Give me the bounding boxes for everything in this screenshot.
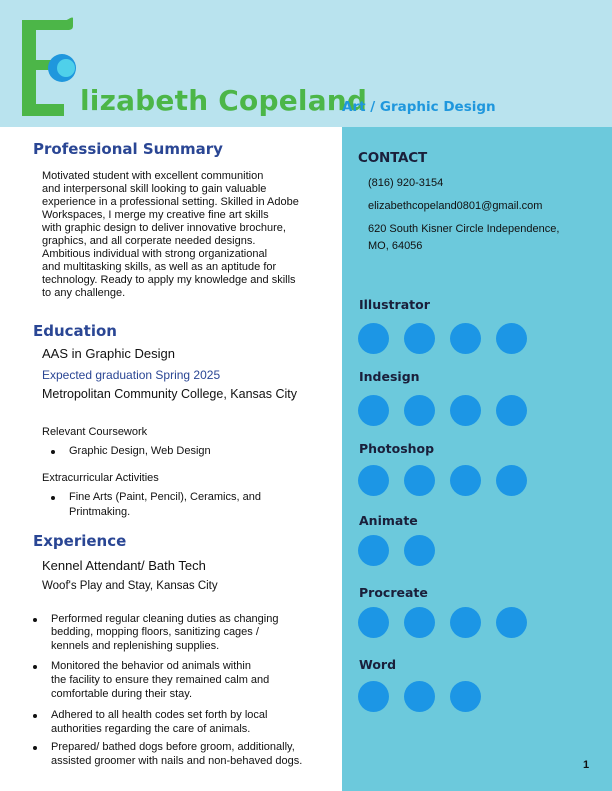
skill-dot	[358, 607, 389, 638]
experience-bullet-cont: assisted groomer with nails and non-behaved dogs.	[51, 755, 303, 767]
skill-dot	[450, 681, 481, 712]
skill-dot	[450, 323, 481, 354]
expected-graduation: Expected graduation Spring 2025	[42, 368, 221, 382]
page-number: 1	[583, 759, 590, 771]
summary-line: experience in a professional setting. Skilled in Adobe	[42, 196, 299, 208]
skill-dot	[496, 395, 527, 426]
activities-item-cont: Printmaking.	[69, 506, 131, 518]
experience-heading: Experience	[33, 532, 127, 550]
skill-dot	[404, 607, 435, 638]
skill-name: Procreate	[359, 585, 428, 600]
experience-bullet: Performed regular cleaning duties as changing	[51, 613, 279, 625]
skill-dot	[358, 323, 389, 354]
skill-dot	[450, 607, 481, 638]
logo-e-icon	[16, 16, 80, 120]
skill-dot	[496, 607, 527, 638]
skill-dot	[404, 395, 435, 426]
summary-line: and multitasking skills, as well as an aptitude for	[42, 261, 277, 273]
experience-bullet-cont: kennels and replenishing supplies.	[51, 640, 220, 652]
education-heading: Education	[33, 322, 117, 340]
skill-dot	[450, 465, 481, 496]
skill-dot	[450, 395, 481, 426]
summary-line: to any challenge.	[42, 287, 126, 299]
skill-name: Indesign	[359, 369, 420, 384]
job-title: Kennel Attendant/ Bath Tech	[42, 558, 206, 573]
skill-dot	[496, 465, 527, 496]
summary-line: with graphic design to deliver innovative brochure,	[42, 222, 286, 234]
summary-line: Workspaces, I merge my creative fine art skills	[42, 209, 269, 221]
skill-name: Animate	[359, 513, 418, 528]
skill-dot	[358, 681, 389, 712]
skill-dot	[404, 323, 435, 354]
summary-line: graphics, and all corperate needed designs.	[42, 235, 256, 247]
skill-name: Illustrator	[359, 297, 430, 312]
activities-label: Extracurricular Activities	[42, 472, 159, 484]
experience-bullet: Adhered to all health codes set forth by local	[51, 709, 268, 721]
candidate-subtitle: Art / Graphic Design	[342, 99, 496, 115]
degree: AAS in Graphic Design	[42, 346, 175, 361]
skill-name: Word	[359, 657, 397, 672]
contact-email: elizabethcopeland0801@gmail.com	[368, 200, 543, 212]
school-name: Metropolitan Community College, Kansas City	[42, 387, 297, 401]
summary-heading: Professional Summary	[33, 140, 223, 158]
skill-dot	[404, 465, 435, 496]
coursework-item: Graphic Design, Web Design	[69, 445, 211, 457]
candidate-name: lizabeth Copeland	[80, 84, 368, 117]
skill-name: Photoshop	[359, 441, 435, 456]
skill-dot	[404, 681, 435, 712]
experience-bullet: Prepared/ bathed dogs before groom, additionally,	[51, 741, 295, 753]
experience-bullet-cont: bedding, mopping floors, sanitizing cages /	[51, 626, 259, 638]
skill-dot	[496, 323, 527, 354]
skill-dot	[358, 465, 389, 496]
summary-line: Ambitious individual with strong organizational	[42, 248, 268, 260]
contact-address-cont: MO, 64056	[368, 240, 423, 252]
company: Woof's Play and Stay, Kansas City	[42, 580, 218, 592]
skill-dot	[358, 395, 389, 426]
skill-dot	[358, 535, 389, 566]
contact-address: 620 South Kisner Circle Independence,	[368, 223, 560, 235]
activities-item: Fine Arts (Paint, Pencil), Ceramics, and	[69, 491, 261, 503]
summary-line: Motivated student with excellent communition	[42, 170, 264, 182]
experience-bullet: Monitored the behavior od animals within	[51, 660, 251, 672]
contact-phone: (816) 920-3154	[368, 177, 444, 189]
contact-heading: CONTACT	[358, 150, 428, 166]
experience-bullet-cont: authorities regarding the care of animals.	[51, 723, 251, 735]
experience-bullet-cont: the facility to ensure they remained calm and	[51, 674, 270, 686]
experience-bullet-cont: comfortable during their stay.	[51, 688, 193, 700]
coursework-label: Relevant Coursework	[42, 426, 148, 438]
summary-line: technology. Ready to apply my knowledge and skills	[42, 274, 296, 286]
summary-line: and interpersonal skill looking to gain valuable	[42, 183, 267, 195]
skill-dot	[404, 535, 435, 566]
